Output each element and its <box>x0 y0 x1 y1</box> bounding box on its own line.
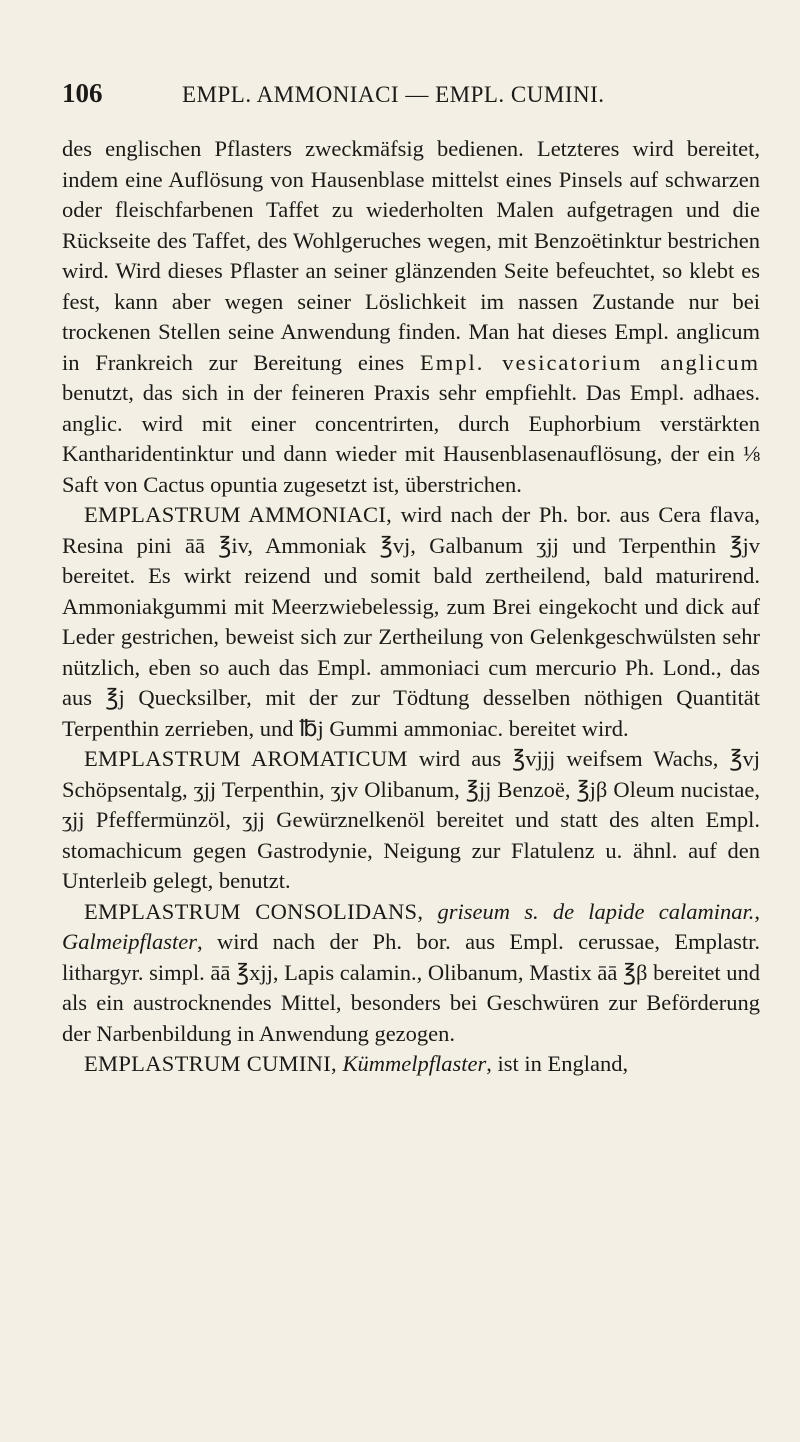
entry-text: wird nach der Ph. bor. aus Cera flava, Resina pini āā ℥iv, Ammoniak ℥vj, Galbanum ʒjj und Terpenthin ℥jv bereitet. Es wirkt reizend und somit bald zertheilend, bald maturirend. Ammoniakgummi mit Meerzwiebelessig, zum Brei eingekocht und dick auf Leder gestrichen, beweist sich zur Zertheilung von Gelenkgeschwülsten sehr nützlich, eben so auch das Empl. ammoniaci cum mercurio Ph. Lond., das aus ℥j Quecksilber, mit der zur Tödtung desselben nöthigen Quantität Terpenthin zerrieben, und ℔j Gummi ammoniac. bereitet wird. <box>62 502 760 741</box>
italic-synonym: griseum s. de lapide calaminar. <box>437 898 755 924</box>
entry-term: EMPLASTRUM CONSOLIDANS, <box>84 898 424 924</box>
entry-cumini <box>62 1049 760 1080</box>
entry-aromaticum <box>62 744 760 897</box>
entry-text: , wird nach der Ph. bor. aus Empl. cerussae, Emplastr. lithargyr. simpl. āā ℥xjj, Lapis calamin., Olibanum, Mastix āā ℥β bereitet und als ein austrocknendes Mittel, besonders bei Geschwüren zur Beförderung der Narbenbildung in Anwendung gezogen. <box>62 929 760 1046</box>
entry-term: EMPLASTRUM CUMINI, <box>84 1051 337 1076</box>
text-run: benutzt, das sich in der feineren Praxis sehr empfiehlt. Das Empl. adhaes. anglic. wird mit einer concentrirten, durch Euphorbium verstärkten Kantharidentinktur und dann wieder mit Hausenblasenauflösung, der ein ⅛ Saft von Cactus opuntia zugesetzt ist, überstrichen. <box>62 380 760 497</box>
text-run: des englischen Pflasters zweckmäfsig bedienen. Letzteres wird bereitet, indem eine Auflösung von Hausenblase mittelst eines Pinsels auf schwarzen oder fleischfarbenen Taffet zu wiederholten Malen aufgetragen und die Rückseite des Taffet, des Wohlgeruches wegen, mit Benzoëtinktur bestrichen wird. Wird dieses Pflaster an seiner glänzenden Seite befeuchtet, so klebt es fest, kann aber wegen seiner Löslichkeit im nassen Zustande nur bei trockenen Stellen seine Anwendung finden. Man hat dieses Empl. anglicum in Frankreich zur Bereitung eines <box>62 136 760 375</box>
entry-term: EMPLASTRUM AROMATICUM <box>84 746 408 771</box>
entry-text: , ist in England, <box>486 1051 629 1076</box>
running-head: EMPL. AMMONIACI — EMPL. CUMINI. <box>182 82 605 107</box>
entry-ammoniaci <box>62 500 760 744</box>
italic-german-name: Kümmelpflaster <box>342 1051 487 1076</box>
paragraph-continuation <box>62 134 760 500</box>
entry-term: EMPLASTRUM AMMONIACI, <box>84 502 393 527</box>
page-number: 106 <box>62 78 103 108</box>
entry-consolidans <box>62 897 760 1050</box>
entry-text: wird aus ℥vjjj weifsem Wachs, ℥vj Schöpsentalg, ʒjj Terpenthin, ʒjv Olibanum, ℥jj Benzoë, ℥jβ Oleum nucistae, ʒjj Pfeffermünzöl, ʒjj Gewürznelkenöl bereitet und statt des alten Empl. stomachicum gegen Gastrodynie, Neigung zur Flatulenz u. ähnl. auf den Unterleib gelegt, benutzt. <box>62 746 760 893</box>
body-text <box>62 134 760 1080</box>
italic-german-name: Galmeipflaster <box>62 929 197 954</box>
page-header <box>62 78 760 122</box>
spaced-term: Empl. vesicatorium anglicum <box>419 349 761 375</box>
text-run: , <box>754 898 760 924</box>
